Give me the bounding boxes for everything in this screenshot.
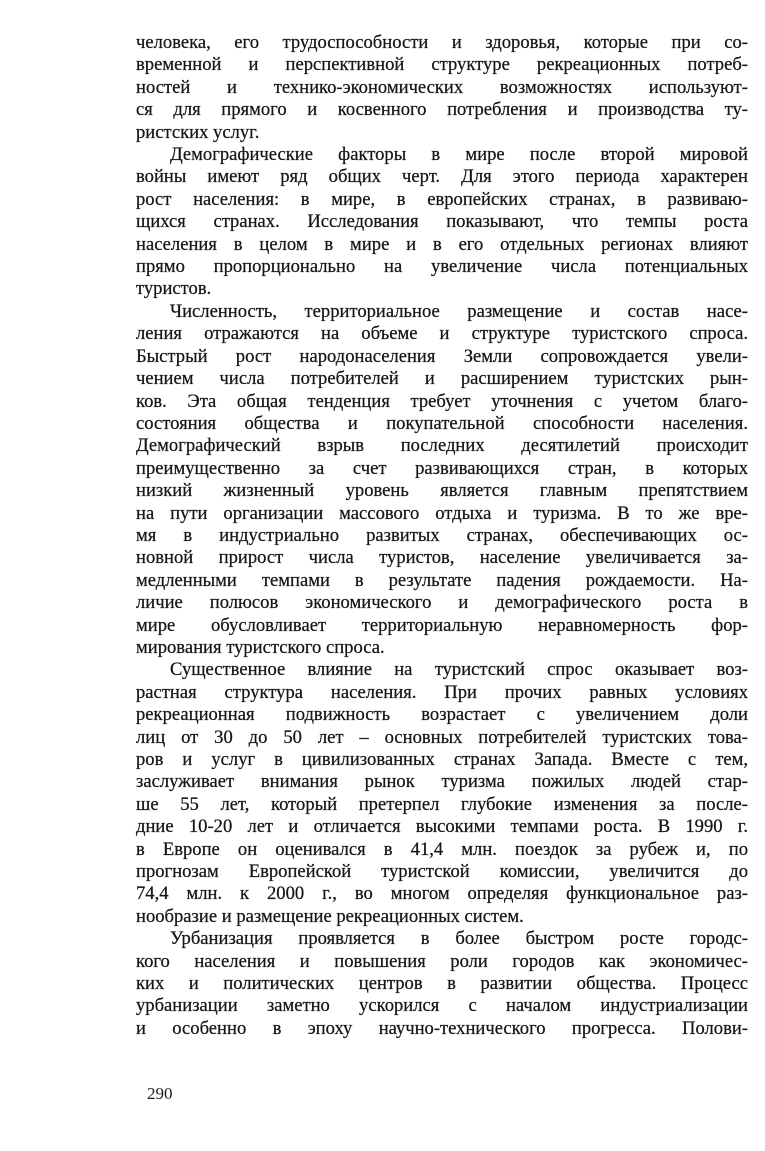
text-line: дние 10-20 лет и отличается высокими темпами роста. В 1990 г. (136, 816, 748, 838)
text-line: войны имеют ряд общих черт. Для этого периода характерен (136, 166, 748, 188)
text-line: 74,4 млн. к 2000 г., во многом определяя функциональное раз- (136, 883, 748, 905)
text-line: и особенно в эпоху научно-технического прогресса. Полови- (136, 1017, 748, 1039)
text-line: личие полюсов экономического и демографического роста в (136, 592, 748, 614)
paragraph (136, 659, 748, 928)
text-line: медленными темпами в результате падения рождаемости. На- (136, 569, 748, 591)
text-line: щихся странах. Исследования показывают, что темпы роста (136, 211, 748, 233)
text-line: нообразие и размещение рекреационных систем. (136, 905, 524, 927)
text-line: мире обусловливает территориальную неравномерность фор- (136, 614, 748, 636)
text-line: рост населения: в мире, в европейских странах, в развиваю- (136, 188, 748, 210)
paragraph (136, 32, 748, 144)
text-line: Демографический взрыв последних десятилетий происходит (136, 435, 748, 457)
text-line: туристов. (136, 278, 212, 300)
text-line: заслуживает внимания рынок туризма пожилых людей стар- (136, 771, 748, 793)
text-line: человека, его трудоспособности и здоровья, которые при со- (136, 32, 748, 53)
text-line: Демографические факторы в мире после второй мировой (170, 144, 748, 166)
text-line: кого населения и повышения роли городов как экономичес- (136, 950, 748, 972)
text-line: на пути организации массового отдыха и туризма. В то же вре- (136, 502, 748, 524)
text-line: мя в индустриально развитых странах, обеспечивающих ос- (136, 524, 748, 546)
page-number: 290 (147, 1084, 173, 1103)
text-line: рекреационная подвижность возрастает с увеличением доли (136, 704, 748, 726)
text-line: ких и политических центров в развитии общества. Процесс (136, 973, 748, 995)
text-line: мирования туристского спроса. (136, 636, 385, 658)
text-line: в Европе он оценивался в 41,4 млн. поездок за рубеж и, по (136, 838, 748, 860)
text-line: растная структура населения. При прочих равных условиях (136, 681, 748, 703)
text-line: ностей и технико-экономических возможностях используют- (136, 76, 748, 98)
text-line: Численность, территориальное размещение и состав насе- (170, 300, 748, 322)
text-line: Урбанизация проявляется в более быстром росте городс- (170, 928, 748, 950)
text-line: ления отражаются на объеме и структуре туристского спроса. (136, 323, 748, 345)
text-line: прогнозам Европейской туристской комиссии, увеличится до (136, 861, 748, 883)
text-line: ков. Эта общая тенденция требует уточнения с учетом благо- (136, 390, 748, 412)
text-line: ров и услуг в цивилизованных странах Запада. Вместе с тем, (136, 749, 748, 770)
text-line: Существенное влияние на туристский спрос оказывает воз- (170, 659, 748, 681)
text-line: низкий жизненный уровень является главным препятствием (136, 480, 748, 502)
paragraph (136, 301, 748, 660)
paragraph (136, 144, 748, 301)
page-text-block (136, 32, 748, 1040)
text-line: ся для прямого и косвенного потребления и производства ту- (136, 99, 748, 121)
text-line: ристских услуг. (136, 121, 260, 143)
text-line: ше 55 лет, который претерпел глубокие изменения за после- (136, 793, 748, 815)
text-line: новной прирост числа туристов, население увеличивается за- (136, 547, 748, 569)
text-line: состояния общества и покупательной способности населения. (136, 412, 748, 434)
text-line: временной и перспективной структуре рекреационных потреб- (136, 54, 748, 76)
paragraph (136, 928, 748, 1040)
text-line: прямо пропорционально на увеличение числа потенциальных (136, 256, 748, 278)
text-line: Быстрый рост народонаселения Земли сопровождается увели- (136, 345, 748, 367)
text-line: лиц от 30 до 50 лет – основных потребителей туристских това- (136, 726, 748, 748)
text-line: чением числа потребителей и расширением туристских рын- (136, 368, 748, 390)
text-line: преимущественно за счет развивающихся стран, в которых (136, 457, 748, 479)
text-line: населения в целом в мире и в его отдельных регионах влияют (136, 233, 748, 255)
text-line: урбанизации заметно ускорился с началом индустриализации (136, 995, 748, 1017)
